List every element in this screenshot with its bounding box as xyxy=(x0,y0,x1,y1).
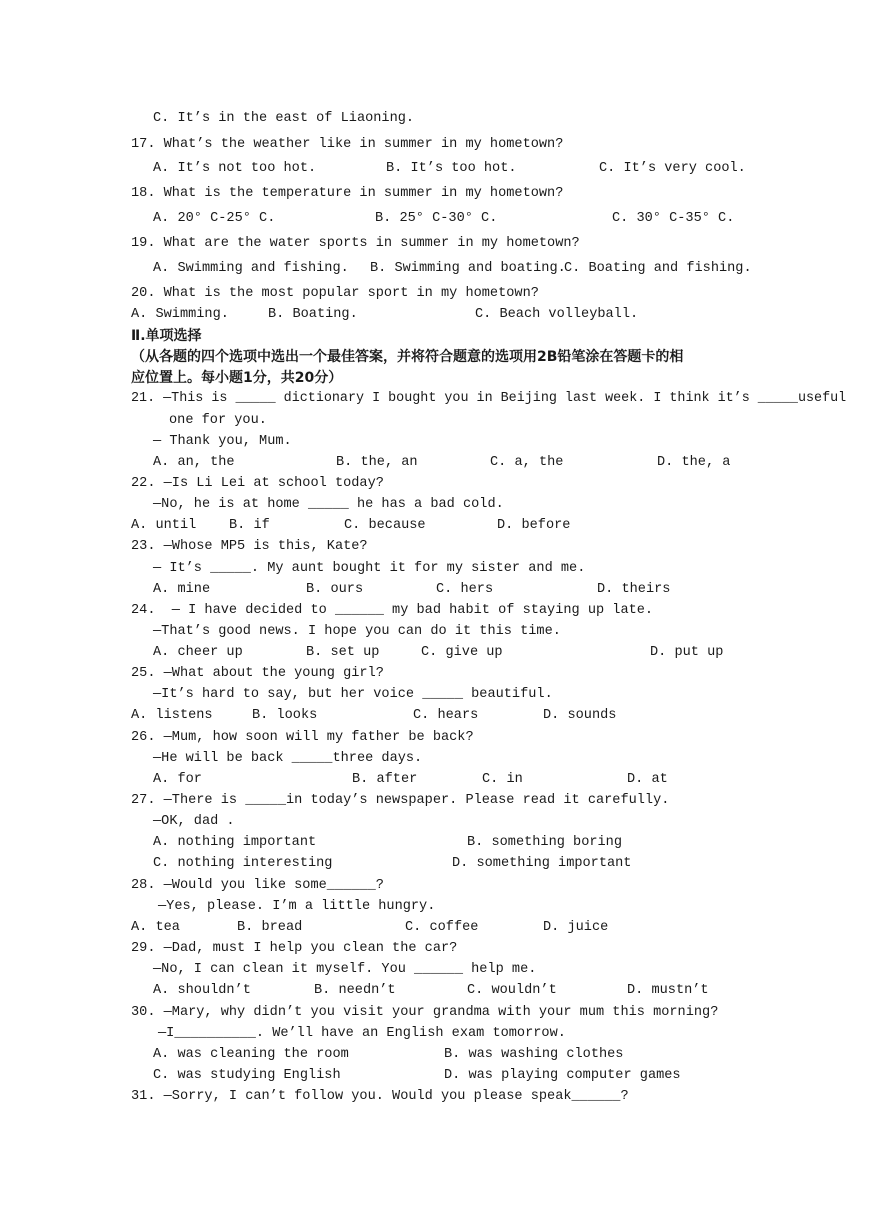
q18-option-a: A. 20° C-25° C. xyxy=(153,211,276,226)
q28-option-b: B. bread xyxy=(237,920,303,935)
q24-line1: 24. — I have decided to ______ my bad habit of staying up late. xyxy=(131,603,654,618)
q24-option-b: B. set up xyxy=(306,645,380,660)
q27-option-c: C. nothing interesting xyxy=(153,856,333,871)
q22-option-c: C. because xyxy=(344,518,426,533)
q23-option-c: C. hers xyxy=(436,582,494,597)
q17-option-a: A. It’s not too hot. xyxy=(153,161,317,176)
q25-option-c: C. hears xyxy=(413,708,479,723)
q28-line2: —Yes, please. I’m a little hungry. xyxy=(158,899,436,914)
q22-option-a: A. until xyxy=(131,518,197,533)
q25-option-d: D. sounds xyxy=(543,708,617,723)
q29-option-d: D. mustn’t xyxy=(627,983,709,998)
q18-option-b: B. 25° C-30° C. xyxy=(375,211,498,226)
q21-option-b: B. the, an xyxy=(336,455,418,470)
q31-line1: 31. —Sorry, I can’t follow you. Would you please speak______? xyxy=(131,1089,629,1104)
q17-stem: 17. What’s the weather like in summer in my hometown? xyxy=(131,137,564,152)
q30-option-d: D. was playing computer games xyxy=(444,1068,681,1083)
q23-line2: — It’s _____. My aunt bought it for my sister and me. xyxy=(153,561,586,576)
q17-option-b: B. It’s too hot. xyxy=(386,161,517,176)
section-instructions-line1: （从各题的四个选项中选出一个最佳答案，并将符合题意的选项用2B铅笔涂在答题卡的相 xyxy=(131,349,684,365)
q26-line2: —He will be back _____three days. xyxy=(153,751,423,766)
q30-line2: —I__________. We’ll have an English exam tomorrow. xyxy=(158,1026,566,1041)
q28-option-c: C. coffee xyxy=(405,920,479,935)
q24-option-c: C. give up xyxy=(421,645,503,660)
q24-option-d: D. put up xyxy=(650,645,724,660)
q25-option-b: B. looks xyxy=(252,708,318,723)
q19-option-a: A. Swimming and fishing. xyxy=(153,261,349,276)
q20-option-a: A. Swimming. xyxy=(131,307,229,322)
q27-option-a: A. nothing important xyxy=(153,835,317,850)
q26-option-c: C. in xyxy=(482,772,523,787)
q25-line1: 25. —What about the young girl? xyxy=(131,666,384,681)
q24-line2: —That’s good news. I hope you can do it this time. xyxy=(153,624,561,639)
q24-option-a: A. cheer up xyxy=(153,645,243,660)
q18-option-c: C. 30° C-35° C. xyxy=(612,211,735,226)
q28-option-d: D. juice xyxy=(543,920,609,935)
q21-line3: — Thank you, Mum. xyxy=(153,434,292,449)
q30-option-c: C. was studying English xyxy=(153,1068,341,1083)
q29-option-a: A. shouldn’t xyxy=(153,983,251,998)
q21-line2: one for you. xyxy=(169,413,267,428)
q26-line1: 26. —Mum, how soon will my father be back? xyxy=(131,730,474,745)
q27-line2: —OK, dad . xyxy=(153,814,235,829)
q25-option-a: A. listens xyxy=(131,708,213,723)
q26-option-d: D. at xyxy=(627,772,668,787)
q23-option-d: D. theirs xyxy=(597,582,671,597)
q19-option-c: C. Boating and fishing. xyxy=(564,261,752,276)
q23-option-b: B. ours xyxy=(306,582,364,597)
q29-option-c: C. wouldn’t xyxy=(467,983,557,998)
q28-line1: 28. —Would you like some______? xyxy=(131,878,384,893)
q20-stem: 20. What is the most popular sport in my hometown? xyxy=(131,286,539,301)
section-instructions-line2: 应位置上。每小题1分，共20分） xyxy=(131,370,343,386)
q30-option-b: B. was washing clothes xyxy=(444,1047,624,1062)
q18-stem: 18. What is the temperature in summer in my hometown? xyxy=(131,186,564,201)
q29-line2: —No, I can clean it myself. You ______ help me. xyxy=(153,962,537,977)
q22-line2: —No, he is at home _____ he has a bad cold. xyxy=(153,497,504,512)
q22-option-b: B. if xyxy=(229,518,270,533)
q19-option-b: B. Swimming and boating. xyxy=(370,261,566,276)
q21-option-c: C. a, the xyxy=(490,455,564,470)
q27-line1: 27. —There is _____in today’s newspaper. Please read it carefully. xyxy=(131,793,670,808)
q22-option-d: D. before xyxy=(497,518,571,533)
q26-option-a: A. for xyxy=(153,772,202,787)
q20-option-b: B. Boating. xyxy=(268,307,358,322)
q29-line1: 29. —Dad, must I help you clean the car? xyxy=(131,941,458,956)
q21-line1: 21. —This is _____ dictionary I bought you in Beijing last week. I think it’s _____useful xyxy=(131,391,847,406)
q19-stem: 19. What are the water sports in summer in my hometown? xyxy=(131,236,580,251)
q27-option-d: D. something important xyxy=(452,856,632,871)
q23-line1: 23. —Whose MP5 is this, Kate? xyxy=(131,539,368,554)
q27-option-b: B. something boring xyxy=(467,835,622,850)
q25-line2: —It’s hard to say, but her voice _____ beautiful. xyxy=(153,687,553,702)
q29-option-b: B. needn’t xyxy=(314,983,396,998)
q30-line1: 30. —Mary, why didn’t you visit your grandma with your mum this morning? xyxy=(131,1005,719,1020)
q30-option-a: A. was cleaning the room xyxy=(153,1047,349,1062)
q20-option-c: C. Beach volleyball. xyxy=(475,307,639,322)
q17-option-c: C. It’s very cool. xyxy=(599,161,746,176)
q21-option-a: A. an, the xyxy=(153,455,235,470)
q16-option-c: C. It’s in the east of Liaoning. xyxy=(153,111,415,126)
q21-option-d: D. the, a xyxy=(657,455,731,470)
q22-line1: 22. —Is Li Lei at school today? xyxy=(131,476,384,491)
q26-option-b: B. after xyxy=(352,772,418,787)
q23-option-a: A. mine xyxy=(153,582,211,597)
q28-option-a: A. tea xyxy=(131,920,180,935)
section-title: Ⅱ.单项选择 xyxy=(131,328,202,344)
